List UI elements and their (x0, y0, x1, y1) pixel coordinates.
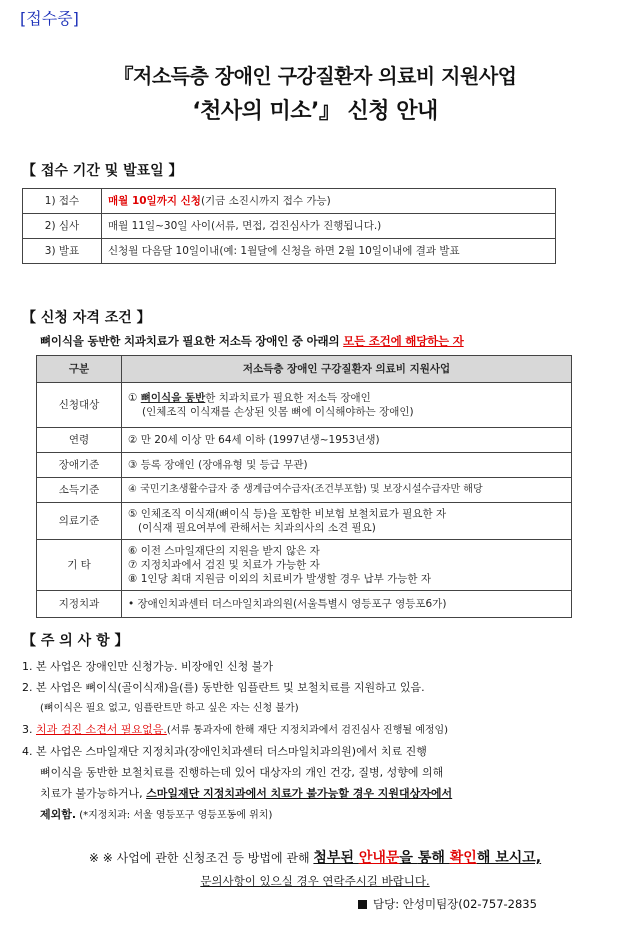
footer-highlight: 확인 (449, 850, 477, 866)
row-label: 지정치과 (37, 591, 122, 618)
row-text: ⑦ 지정치과에서 검진 및 치료가 가능한 자 (128, 559, 320, 571)
row-label: 신청대상 (37, 383, 122, 428)
deadline-highlight: 매월 10일까지 신청 (108, 195, 201, 207)
footer-emphasis: 해 보시고, (476, 850, 542, 866)
eligibility-table (36, 355, 572, 618)
row-value (102, 189, 556, 214)
note-highlight: 치과 검진 소견서 필요없음. (36, 723, 167, 736)
row-value: ④ 국민기초생활수급자 중 생계급여수급자(조건부포함) 및 보장시설수급자만 해당 (122, 478, 572, 503)
footer-text: ※ ※ 사업에 관한 신청조건 등 방법에 관해 (88, 851, 314, 865)
page-title-line1: 『저소득층 장애인 구강질환자 의료비 지원사업 (113, 64, 517, 88)
table-row (37, 540, 572, 591)
table-header (37, 356, 572, 383)
note-text: (*지정치과: 서울 영등포구 영등포동에 위치) (76, 810, 273, 821)
row-value: ② 만 20세 이상 만 64세 이하 (1997년생~1953년생) (122, 428, 572, 453)
schedule-heading: 【 접수 기간 및 발표일 】 (22, 163, 183, 179)
note-text: (서류 통과자에 한해 재단 지정치과에서 검진심사 진행될 예정임) (166, 725, 449, 736)
note-subitem: (뼈이식은 필요 없고, 임플란트만 하고 싶은 자는 신청 불가) (40, 703, 299, 714)
note-text: 치료가 불가능하거나, (40, 787, 147, 800)
contact-text: 담당: 안성미팀장(02-757-2835 (373, 897, 537, 911)
row-value (122, 503, 572, 540)
row-label: 1) 접수 (23, 189, 102, 214)
note-number: 3. (22, 723, 36, 736)
row-label: 연령 (37, 428, 122, 453)
row-text: ⑤ 인체조직 이식재(뼈이식 등)을 포함한 비보험 보철치료가 필요한 자 (128, 508, 447, 520)
table-row (37, 478, 572, 503)
row-value: 신청월 다음달 10일이내(예: 1월달에 신청을 하면 2월 10일이내에 결과 발표 (102, 239, 556, 264)
note-item: 1. 본 사업은 장애인만 신청가능. 비장애인 신청 불가 (22, 660, 273, 673)
row-text: ⑧ 1인당 최대 지원금 이외의 치료비가 발생할 경우 납부 가능한 자 (128, 573, 432, 585)
intro-text: 뼈이식을 동반한 치과치료가 필요한 저소득 장애인 중 아래의 (40, 334, 344, 348)
row-value: • 장애인치과센터 더스마일치과의원(서울특별시 영등포구 영등포6가) (122, 591, 572, 618)
contact-info (358, 896, 537, 912)
row-text: ⑥ 이전 스마일재단의 지원을 받지 않은 자 (128, 545, 320, 557)
row-label: 소득기준 (37, 478, 122, 503)
note-emphasis: 제외함. (40, 808, 77, 821)
table-row (37, 591, 572, 618)
row-text: 한 치과치료가 필요한 저소득 장애인 (205, 392, 371, 404)
row-label: 기 타 (37, 540, 122, 591)
footer-emphasis: 을 (399, 850, 418, 866)
row-prefix: ① (128, 392, 141, 404)
intro-highlight: 모든 조건에 해당하는 자 (343, 334, 464, 348)
square-bullet-icon (358, 900, 367, 909)
note-emphasis: 스마일재단 지정치과에서 치료가 불가능할 경우 지원대상자에서 (146, 787, 453, 800)
row-value (122, 540, 572, 591)
status-tag: [접수중] (20, 9, 79, 28)
footer-notice (0, 847, 630, 867)
table-row (23, 214, 556, 239)
row-value: ③ 등록 장애인 (장애유형 및 등급 무관) (122, 453, 572, 478)
row-subtext: (인체조직 이식재를 손상된 잇몸 뼈에 이식해야하는 장애인) (142, 406, 414, 418)
note-continuation: 뼈이식을 동반한 보철치료를 진행하는데 있어 대상자의 개인 건강, 질병, 성향에 의해 (40, 766, 444, 779)
note-item: 2. 본 사업은 뼈이식(골이식재)을(를) 동반한 임플란트 및 보철치료를 지원하고 있음. (22, 681, 425, 694)
row-subtext: (이식재 필요여부에 관해서는 치과의사의 소견 필요) (138, 522, 376, 534)
table-row (37, 383, 572, 428)
eligibility-intro (40, 333, 464, 349)
row-value: 매월 11일~30일 사이(서류, 면접, 검진심사가 진행됩니다.) (102, 214, 556, 239)
row-label: 장애기준 (37, 453, 122, 478)
note-continuation (22, 783, 587, 804)
header-col-program: 저소득층 장애인 구강질환자 의료비 지원사업 (122, 356, 572, 383)
table-row (37, 453, 572, 478)
note-item: 4. 본 사업은 스마일재단 지정치과(장애인치과센터 더스마일치과의원)에서 치료 진행 (22, 745, 427, 758)
row-value (122, 383, 572, 428)
footer-emphasis: 첨부된 (313, 850, 359, 866)
table-row (23, 239, 556, 264)
row-label: 의료기준 (37, 503, 122, 540)
page-title-line2: ‘천사의 미소’』 신청 안내 (192, 99, 438, 124)
footer-inquiry: 문의사항이 있으실 경우 연락주시길 바랍니다. (200, 874, 430, 888)
row-text: (기금 소진시까지 접수 가능) (200, 195, 331, 207)
note-item (22, 719, 587, 741)
header-col-category: 구분 (37, 356, 122, 383)
row-label: 3) 발표 (23, 239, 102, 264)
footer-highlight: 안내문 (358, 850, 400, 866)
bone-graft-emphasis: 뼈이식을 동반 (140, 392, 206, 404)
notes-list (22, 656, 587, 826)
note-continuation (22, 804, 587, 826)
eligibility-heading: 【 신청 자격 조건 】 (22, 310, 151, 326)
row-label: 2) 심사 (23, 214, 102, 239)
table-row (37, 428, 572, 453)
table-row (23, 189, 556, 214)
notes-heading: 【 주 의 사 항 】 (22, 633, 129, 649)
schedule-table (22, 188, 556, 264)
table-row (37, 503, 572, 540)
footer-emphasis: 통해 (417, 850, 450, 866)
